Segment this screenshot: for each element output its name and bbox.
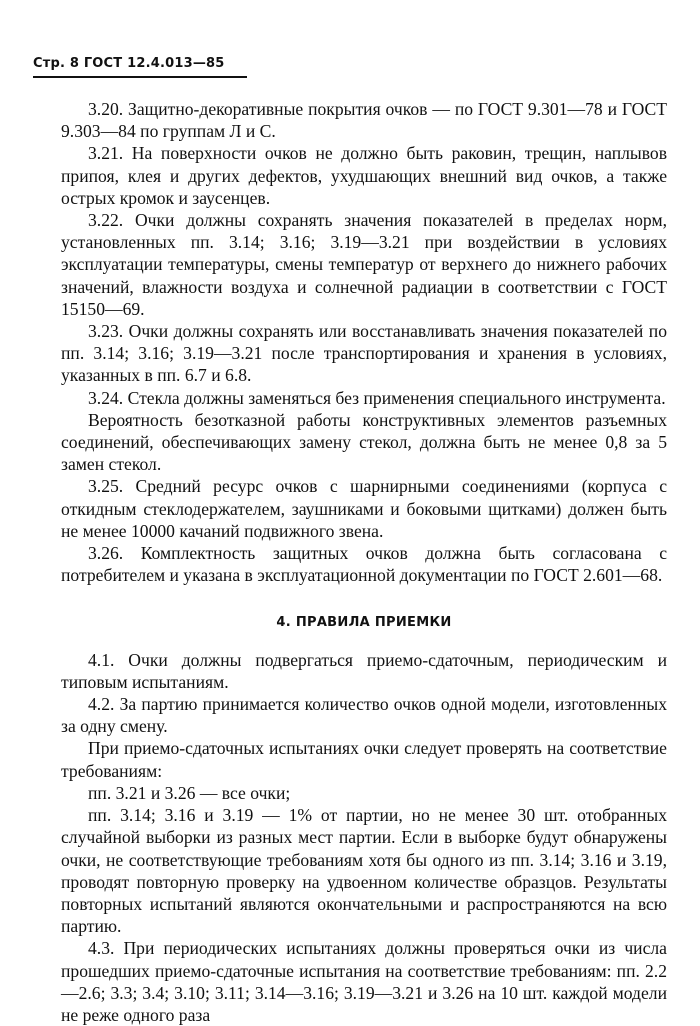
paragraph-acceptance-tests: При приемо-сдаточных испытаниях очки следует проверять на соответствие требованиям:	[61, 738, 667, 781]
paragraph-3-25: 3.25. Средний ресурс очков с шарнирными соединениями (корпуса с откидным стеклодержателем, заушниками и боковыми щитками) должен быть не менее 10000 качаний подвижного звена.	[61, 476, 667, 541]
paragraph-3-23: 3.23. Очки должны сохранять или восстанавливать значения показателей по пп. 3.14; 3.16; 3.19—3.21 после транспортирования и хранения в условиях, указанных в пп. 6.7 и 6.8.	[61, 321, 667, 386]
paragraph-3-26: 3.26. Комплектность защитных очков должна быть согласована с потребителем и указана в эксплуатационной документации по ГОСТ 2.601—68.	[61, 543, 667, 586]
page-header: Стр. 8 ГОСТ 12.4.013—85	[33, 56, 225, 71]
section-title: 4. ПРАВИЛА ПРИЕМКИ	[276, 615, 452, 631]
paragraph-4-1: 4.1. Очки должны подвергаться приемо-сдаточным, периодическим и типовым испытаниям.	[61, 649, 667, 692]
paragraph-reliability: Вероятность безотказной работы конструктивных элементов разъемных соединений, обеспечивающих замену стекол, должна быть не менее 0,8 за 5 замен стекол.	[61, 409, 667, 475]
paragraph-3-22: 3.22. Очки должны сохранять значения показателей в пределах норм, установленных пп. 3.14; 3.16; 3.19—3.21 при воздействии в условиях эксплуатации температуры, смены температур от верхнего до нижнего рабочих значений, влажности воздуха и солнечной радиации в соответствии с ГОСТ 15150—69.	[61, 210, 667, 319]
paragraph-3-21: 3.21. На поверхности очков не должно быть раковин, трещин, наплывов припоя, клея и других дефектов, ухудшающих внешний вид очков, а также острых кромок и заусенцев.	[61, 143, 667, 208]
paragraph-4-2: 4.2. За партию принимается количество очков одной модели, изготовленных за одну смену.	[61, 694, 667, 737]
paragraph-all-glasses: пп. 3.21 и 3.26 — все очки;	[88, 782, 291, 803]
paragraph-3-20: 3.20. Защитно-декоративные покрытия очков — по ГОСТ 9.301—78 и ГОСТ 9.303—84 по группам Л и С.	[61, 99, 667, 142]
document-body	[61, 98, 667, 1026]
header-rule	[33, 76, 247, 78]
paragraph-3-24: 3.24. Стекла должны заменяться без применения специального инструмента.	[88, 387, 666, 408]
paragraph-sampling: пп. 3.14; 3.16 и 3.19 — 1% от партии, но не менее 30 шт. отобранных случайной выборки из разных мест партии. Если в выборке будут обнаружены очки, не соответствующие требованиям хотя бы одного из пп. 3.14; 3.16 и 3.19, проводят повторную проверку на удвоенном количестве образцов. Результаты повторных испытаний являются окончательными и распространяются на всю партию.	[61, 805, 667, 937]
paragraph-4-3: 4.3. При периодических испытаниях должны проверяться очки из числа прошедших приемо-сдаточные испытания на соответствие требованиям: пп. 2.2—2.6; 3.3; 3.4; 3.10; 3.11; 3.14—3.16; 3.19—3.21 и 3.26 на 10 шт. каждой модели не реже одного раза	[61, 938, 667, 1025]
